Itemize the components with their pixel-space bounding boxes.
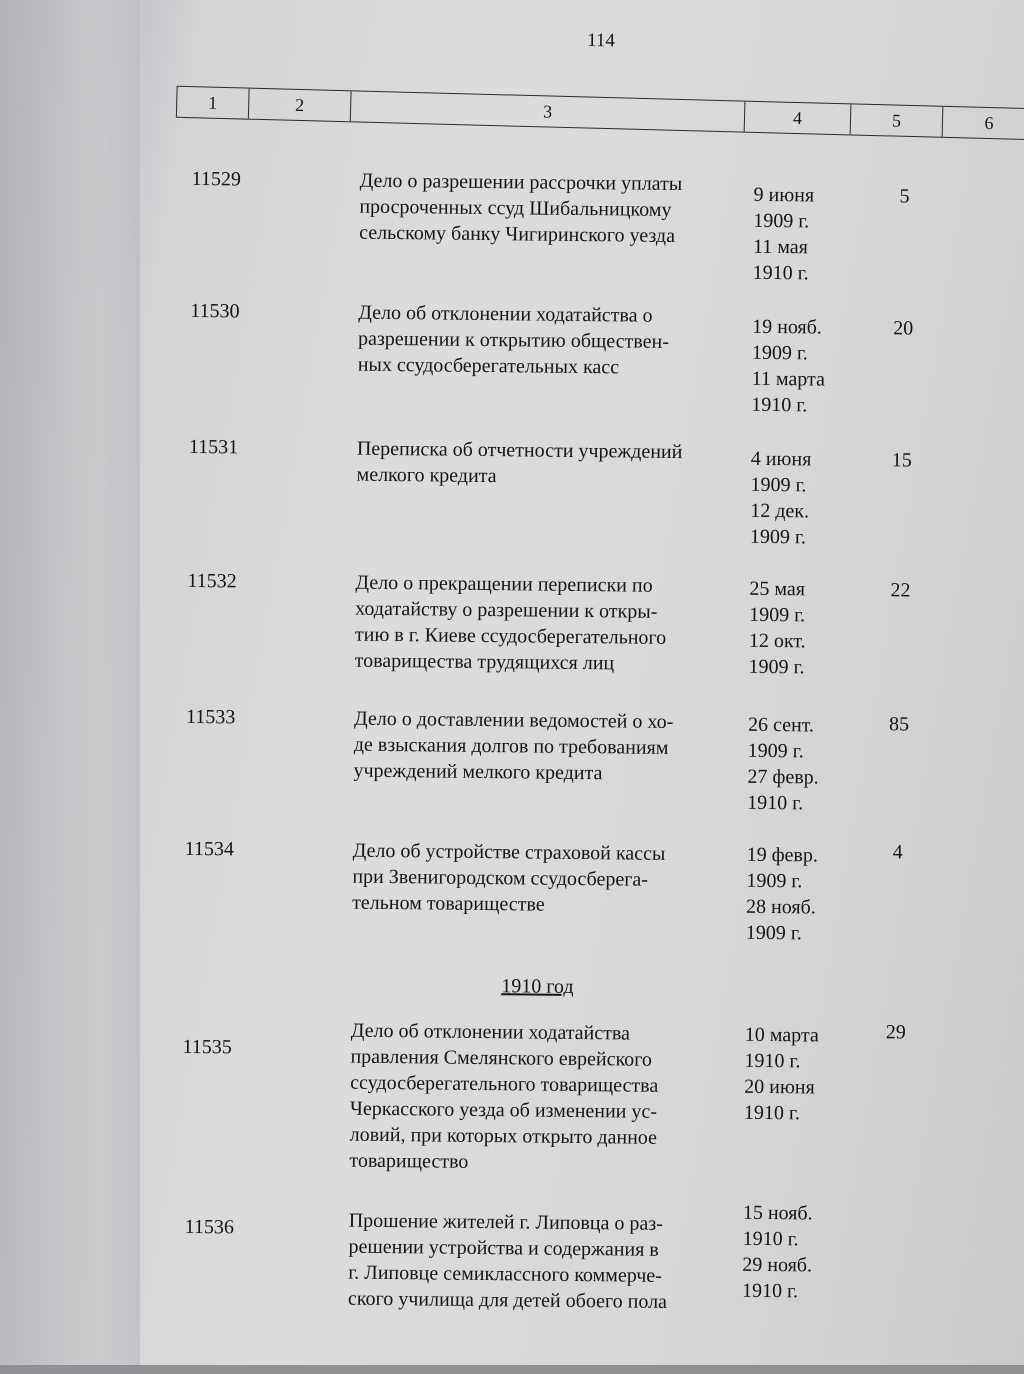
record-11535 [0,1014,1015,1173]
column-header-row [176,86,1024,141]
title-line: Дело об устройстве страховой кассы [352,839,666,865]
record-dates [751,314,852,419]
title-line: мелкого кредита [356,463,497,488]
column-header-3: 3 [351,91,746,131]
date-line: 1910 г. [744,1049,801,1073]
date-line: 15 нояб. [742,1201,813,1225]
title-line: товарищества трудящихся лиц [354,649,615,675]
record-title [359,168,740,250]
date-line: 1909 г. [748,655,805,679]
date-line: 12 окт. [748,629,806,653]
date-line: 28 нояб. [745,895,816,919]
record-number: 11531 [188,435,239,459]
title-line: при Звенигородском ссудосберега- [352,865,649,891]
date-line: 19 февр. [746,843,819,867]
record-sheets: 29 [885,1021,906,1044]
date-line: 1909 г. [750,473,807,497]
record-11536 [0,1201,1013,1313]
record-title [355,570,736,678]
date-line: 12 дек. [750,499,810,523]
record-sheets: 4 [892,841,903,864]
record-dates [750,446,851,551]
date-line: 10 марта [744,1023,819,1047]
record-title [352,838,733,920]
record-11529 [0,164,1024,285]
record-sheets: 85 [888,713,910,736]
record-number: 11535 [182,1035,232,1059]
date-line: 9 июня [753,183,815,207]
title-line: учреждений мелкого кредита [353,759,603,785]
title-line: Прошение жителей г. Липовца о раз- [348,1209,663,1235]
record-sheets: 5 [899,185,910,208]
record-11534 [0,834,1017,945]
record-number: 11530 [190,299,240,323]
title-line: Дело о доставлении ведомостей о хо- [353,707,674,733]
record-11531 [0,432,1021,549]
record-dates [747,712,848,817]
date-line: 1910 г. [741,1279,799,1303]
date-line: 1909 г. [751,341,808,365]
record-number: 11532 [187,569,237,593]
date-line: 1909 г. [749,525,807,549]
record-number: 11536 [184,1215,235,1239]
date-line: 11 мая [752,235,808,259]
date-line: 1909 г. [746,869,803,893]
title-line: Дело об отклонении ходатайства [350,1019,631,1045]
title-line: Дело об отклонении ходатайства о [358,301,653,327]
title-line: Черкасского уезда об изменении ус- [349,1097,658,1123]
date-line: 1910 г. [743,1101,801,1125]
title-line: Переписка об отчетности учреждений [356,437,683,464]
column-header-2: 2 [249,89,352,122]
title-line: г. Липовце семиклассного коммерче- [348,1261,663,1287]
column-header-5: 5 [851,104,944,136]
date-line: 19 нояб. [752,315,822,339]
date-line: 1910 г. [751,393,808,417]
record-dates [748,576,849,681]
title-line: Дело о прекращении переписки по [355,571,653,597]
date-line: 27 февр. [747,765,819,789]
record-dates [744,1022,845,1127]
title-line: товарищество [349,1149,469,1173]
record-sheets: 15 [891,449,912,472]
column-header-4: 4 [745,102,852,135]
record-number: 11533 [185,705,236,729]
date-line: 26 сент. [747,713,815,737]
record-title [353,706,734,788]
record-title [349,1018,731,1178]
record-11530 [0,296,1022,417]
title-line: Дело о разрешении рассрочки уплаты [359,169,683,196]
record-title [356,436,737,492]
date-line: 1909 г. [753,209,810,233]
title-line: ловий, при которых открыто данное [349,1123,658,1149]
date-line: 25 мая [749,577,806,601]
record-title [358,300,739,382]
title-line: правления Смелянского еврейского [350,1045,653,1071]
title-line: тию в г. Киеве ссудосберегательного [354,623,667,649]
title-line: решении устройства и содержания в [348,1235,659,1261]
title-line: де взыскания долгов по требованиям [353,733,669,759]
date-line: 1909 г. [745,921,802,945]
record-dates [746,842,847,947]
record-title [348,1208,729,1316]
record-number: 11534 [184,837,235,861]
date-line: 4 июня [750,447,812,471]
record-dates [742,1200,843,1305]
record-dates [753,182,854,287]
title-line: разрешении к открытию обществен- [357,327,670,353]
title-line: ского училища для детей обоего пола [347,1287,668,1313]
section-heading-year: 1910 год [501,975,574,998]
column-header-6: 6 [984,112,994,134]
title-line: тельном товариществе [352,891,545,916]
page-number: 114 [587,30,616,52]
date-line: 1909 г. [749,603,806,627]
date-line: 11 марта [751,367,826,391]
column-header-1: 1 [177,87,250,119]
title-line: просроченных ссуд Шибальницкому [359,195,672,221]
record-sheets: 22 [890,579,911,602]
record-sheets [869,1223,919,1224]
date-line: 1910 г. [752,261,809,285]
record-11533 [0,702,1018,815]
title-line: ходатайству о разрешении к откры- [355,597,658,623]
title-line: ссудосберегательного товарищества [350,1071,659,1097]
record-sheets: 20 [893,317,914,340]
date-line: 1909 г. [747,739,804,763]
record-11532 [0,566,1020,679]
record-number: 11529 [191,167,242,191]
title-line: ных ссудосберегательных касс [357,353,620,379]
date-line: 1910 г. [742,1227,799,1251]
title-line: сельскому банку Чигиринского уезда [359,221,676,247]
date-line: 29 нояб. [742,1253,813,1277]
date-line: 20 июня [744,1075,815,1099]
date-line: 1910 г. [747,791,804,815]
